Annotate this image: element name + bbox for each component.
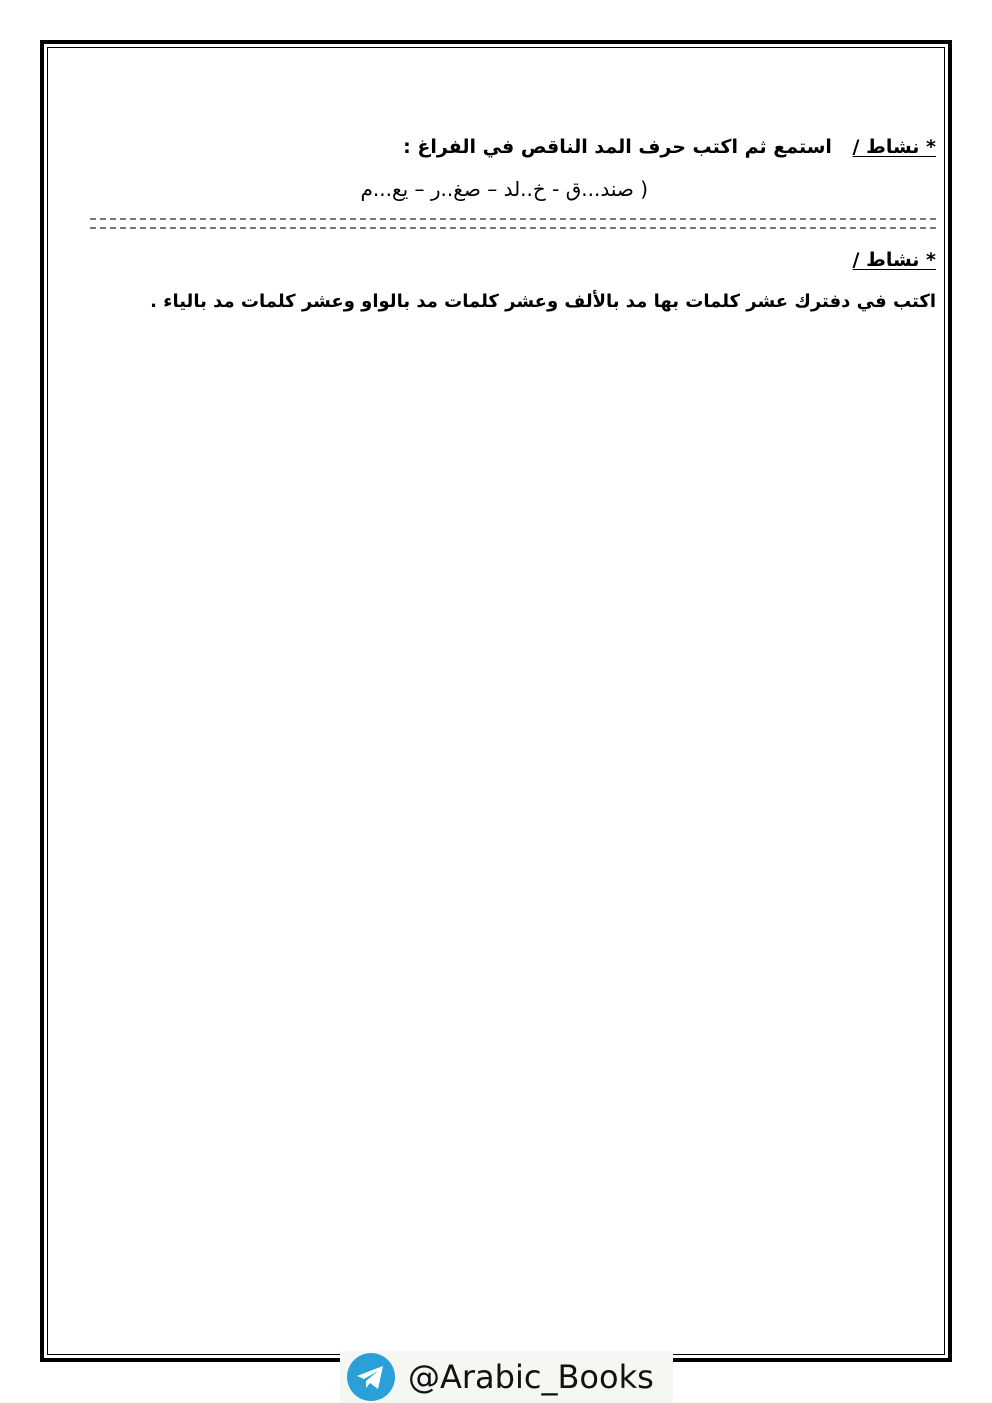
- telegram-icon: [342, 1351, 400, 1403]
- worksheet-content: [90, 130, 936, 319]
- section-divider: [90, 218, 936, 229]
- footer-watermark: [340, 1351, 673, 1403]
- activity-2-heading: [90, 243, 936, 277]
- footer-handle[interactable]: @Arabic_Books: [408, 1358, 654, 1396]
- activity-1-heading: [90, 130, 936, 164]
- activity-1-words: ( صند...ق - خ..لد – صغ..ر – يع...م: [360, 177, 648, 201]
- activity-2-label: * نشاط /: [852, 249, 936, 271]
- activity-1-label: * نشاط /: [852, 136, 936, 158]
- activity-2-instruction: اكتب في دفترك عشر كلمات بها مد بالألف وعشر كلمات مد بالواو وعشر كلمات مد بالياء .: [150, 291, 936, 312]
- activity-1-instruction: استمع ثم اكتب حرف المد الناقص في الفراغ :: [403, 136, 832, 158]
